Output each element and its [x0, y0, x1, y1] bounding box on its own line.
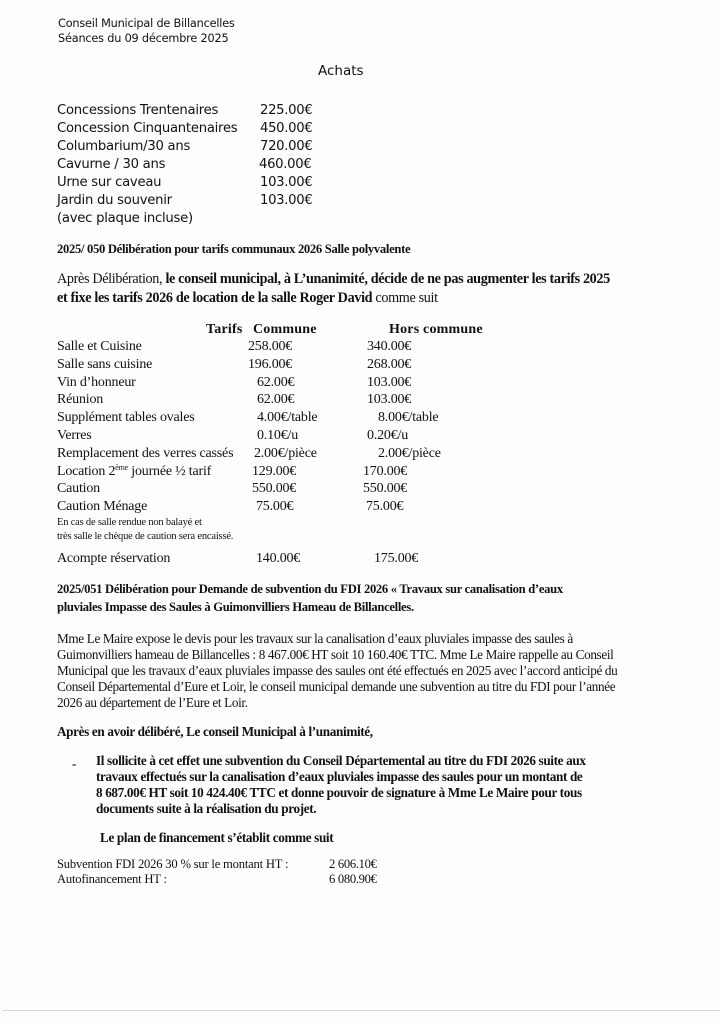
intro-tail: comme suit: [372, 290, 438, 306]
tariff-label: Remplacement des verres cassés: [57, 446, 234, 461]
tariff-hors-commune: 550.00€: [363, 481, 408, 496]
tariff-commune: 258.00€: [248, 339, 293, 354]
intro-bold: et fixe les tarifs 2026 de location de la salle Roger David: [57, 290, 373, 306]
tariff-label: [57, 464, 211, 480]
bullet-line: 8 687.00€ HT soit 10 424.40€ TTC et donne pouvoir de signature à Mme Le Maire pour tous: [96, 785, 582, 800]
tariff-hors-commune: 170.00€: [363, 464, 408, 479]
table-header-tarifs: Tarifs: [206, 322, 243, 337]
tariff-commune: 75.00€: [256, 499, 294, 514]
purchase-value: 103.00€: [260, 175, 313, 190]
table-header-commune: Commune: [253, 322, 317, 337]
financing-label: Autofinancement HT :: [57, 872, 167, 886]
purchase-value: 460.00€: [259, 157, 312, 172]
tariff-label: Vin d’honneur: [57, 375, 136, 390]
tariff-hors-commune: 8.00€/table: [378, 410, 439, 425]
deliberation-050-title: 2025/ 050 Délibération pour tarifs communaux 2026 Salle polyvalente: [57, 242, 411, 256]
intro-bold: le conseil municipal, à L’unanimité, décide de ne pas augmenter les tarifs 2025: [165, 271, 610, 287]
purchase-label: Cavurne / 30 ans: [57, 157, 166, 172]
deliberation-051-title-line-1: 2025/051 Délibération pour Demande de subvention du FDI 2026 « Travaux sur canalisation d’eaux: [57, 582, 563, 596]
tariff-label: Réunion: [57, 392, 104, 407]
achats-title: Achats: [318, 63, 364, 79]
purchase-label: Urne sur caveau: [57, 175, 162, 190]
tariff-hors-commune: 103.00€: [367, 392, 412, 407]
tariff-label: Supplément tables ovales: [57, 410, 195, 425]
tariff-hors-commune: 103.00€: [367, 375, 412, 390]
bullet-line: travaux effectués sur la canalisation d’eaux pluviales impasse des saules pour un montant de: [96, 769, 583, 784]
tariff-commune: 0.10€/u: [257, 428, 298, 443]
label-superscript: ème: [115, 463, 128, 472]
purchase-label: Columbarium/30 ans: [57, 139, 191, 154]
page-bottom-edge: [2, 1010, 720, 1011]
body-line: Guimonvilliers hameau de Billancelles : 8 467.00€ HT soit 10 160.40€ TTC. Mme Le Maire rappelle au Conseil: [57, 647, 614, 662]
tariff-label: Salle et Cuisine: [57, 339, 142, 354]
tariff-hors-commune: 2.00€/pièce: [378, 446, 441, 461]
body-line: 2026 au département de l’Eure et Loir.: [57, 695, 248, 710]
purchase-label: Concession Cinquantenaires: [57, 121, 238, 136]
tariff-commune: 4.00€/table: [257, 410, 318, 425]
purchase-value: 103.00€: [260, 193, 313, 208]
tariff-commune: 129.00€: [252, 464, 297, 479]
financing-value: 6 080.90€: [329, 872, 377, 886]
tariff-commune: 550.00€: [252, 481, 297, 496]
acompte-hors-commune: 175.00€: [374, 551, 419, 566]
body-line: Conseil Départemental d’Eure et Loir, le conseil municipal demande une subvention au titre du FDI pour l’année: [57, 679, 616, 694]
purchase-footnote: (avec plaque incluse): [57, 211, 193, 226]
tariff-label: Salle sans cuisine: [57, 357, 153, 372]
deliberation-051-title-line-2: pluviales Impasse des Saules à Guimonvilliers Hameau de Billancelles.: [57, 600, 414, 614]
acompte-commune: 140.00€: [256, 551, 301, 566]
bullet-line: Il sollicite à cet effet une subvention du Conseil Départemental au titre du FDI 2026 suite aux: [96, 753, 586, 768]
purchase-value: 450.00€: [260, 121, 313, 136]
tariff-hors-commune: 75.00€: [366, 499, 404, 514]
deliberation-050-intro-line-2: [57, 290, 438, 307]
tariff-hors-commune: 268.00€: [367, 357, 412, 372]
label-part: journée ½ tarif: [128, 464, 212, 479]
tariff-hors-commune: 340.00€: [367, 339, 412, 354]
body-line: Municipal que les travaux d’eaux pluviales impasse des saules ont été effectués en 2025 avec l’accord anticipé du: [57, 663, 618, 678]
label-part: Location 2: [57, 464, 116, 479]
tariff-commune: 2.00€/pièce: [254, 446, 317, 461]
caution-note-line-1: En cas de salle rendue non balayé et: [57, 517, 202, 528]
tariff-commune: 196.00€: [248, 357, 293, 372]
bullet-marker: -: [72, 756, 77, 771]
tariff-commune: 62.00€: [257, 392, 295, 407]
body-line: Mme Le Maire expose le devis pour les travaux sur la canalisation d’eaux pluviales impasse des saules à: [57, 631, 573, 646]
tariff-label: Verres: [57, 428, 92, 443]
financing-title: Le plan de financement s’établit comme suit: [100, 830, 334, 845]
purchase-value: 225.00€: [260, 103, 313, 118]
decision-intro: Après en avoir délibéré, Le conseil Municipal à l’unanimité,: [57, 724, 373, 739]
financing-label: Subvention FDI 2026 30 % sur le montant HT :: [57, 857, 289, 871]
tariff-label: Caution Ménage: [57, 499, 148, 514]
caution-note-line-2: très salle le chèque de caution sera encaissé.: [57, 531, 234, 542]
financing-value: 2 606.10€: [329, 857, 377, 871]
session-date: Séances du 09 décembre 2025: [58, 32, 229, 45]
table-header-hors-commune: Hors commune: [389, 322, 483, 337]
deliberation-050-intro-line-1: [57, 271, 610, 288]
tariff-hors-commune: 0.20€/u: [367, 428, 408, 443]
intro-plain: Après Délibération,: [57, 271, 166, 287]
bullet-line: documents suite à la réalisation du projet.: [96, 801, 317, 816]
purchase-label: Jardin du souvenir: [57, 193, 172, 208]
tariff-label: Caution: [57, 481, 100, 496]
acompte-label: Acompte réservation: [57, 551, 171, 566]
tariff-commune: 62.00€: [257, 375, 295, 390]
council-name: Conseil Municipal de Billancelles: [58, 17, 235, 30]
purchase-label: Concessions Trentenaires: [57, 103, 219, 118]
purchase-value: 720.00€: [260, 139, 313, 154]
